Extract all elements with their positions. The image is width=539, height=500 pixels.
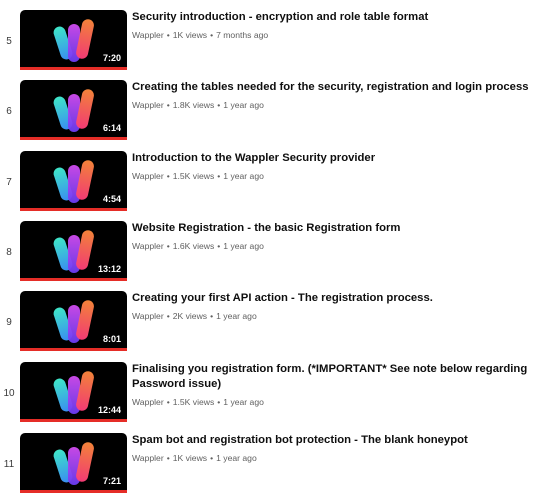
view-count: 1K views [172,30,208,40]
video-info [132,10,532,40]
playlist-item[interactable] [0,433,539,499]
channel-name[interactable]: Wappler [132,397,164,407]
video-thumbnail[interactable] [20,10,127,70]
meta-separator: • [166,100,170,110]
meta-separator: • [210,30,214,40]
video-info [132,80,532,110]
view-count: 1.8K views [172,100,215,110]
upload-age: 7 months ago [216,30,269,40]
view-count: 1K views [172,453,208,463]
item-index: 9 [6,317,12,328]
playlist-item[interactable] [0,362,539,428]
video-duration: 12:44 [97,405,121,415]
view-count: 1.5K views [172,397,215,407]
video-meta [132,453,532,463]
watched-progress-bar [20,208,127,211]
view-count: 1.6K views [172,241,215,251]
video-title[interactable]: Security introduction - encryption and role table format [132,11,429,23]
video-thumbnail[interactable] [20,151,127,211]
meta-separator: • [217,171,221,181]
video-thumbnail[interactable] [20,80,127,140]
video-duration: 8:01 [102,334,121,344]
item-index: 10 [3,388,15,399]
watched-progress-bar [20,348,127,351]
playlist-item[interactable] [0,80,539,146]
video-info [132,433,532,463]
meta-separator: • [217,397,221,407]
channel-name[interactable]: Wappler [132,30,164,40]
item-index: 11 [3,459,15,470]
item-index: 6 [6,106,12,117]
video-meta [132,100,532,110]
video-title[interactable]: Finalising you registration form. (*IMPORTANT* See note below regarding Password issue) [132,363,528,390]
item-index: 5 [6,36,12,47]
video-info [132,221,532,251]
video-info [132,362,532,407]
view-count: 1.5K views [172,171,215,181]
watched-progress-bar [20,278,127,281]
channel-name[interactable]: Wappler [132,311,164,321]
playlist-item[interactable] [0,151,539,217]
meta-separator: • [166,397,170,407]
meta-separator: • [166,30,170,40]
video-thumbnail[interactable] [20,291,127,351]
meta-separator: • [166,241,170,251]
item-index: 8 [6,247,12,258]
video-info [132,151,532,181]
video-duration: 7:21 [102,476,121,486]
meta-separator: • [166,311,170,321]
upload-age: 1 year ago [223,171,264,181]
video-thumbnail[interactable] [20,221,127,281]
watched-progress-bar [20,137,127,140]
playlist-item[interactable] [0,291,539,357]
video-meta [132,30,532,40]
video-meta [132,241,532,251]
item-index: 7 [6,177,12,188]
upload-age: 1 year ago [223,397,264,407]
playlist-item[interactable] [0,221,539,287]
video-title[interactable]: Spam bot and registration bot protection - The blank honeypot [132,434,468,446]
upload-age: 1 year ago [216,453,257,463]
meta-separator: • [217,100,221,110]
watched-progress-bar [20,67,127,70]
video-info [132,291,532,321]
video-title[interactable]: Creating your first API action - The registration process. [132,292,433,304]
meta-separator: • [166,171,170,181]
video-duration: 6:14 [102,123,121,133]
video-title[interactable]: Creating the tables needed for the security, registration and login process [132,81,529,93]
playlist-item[interactable] [0,10,539,76]
channel-name[interactable]: Wappler [132,241,164,251]
meta-separator: • [210,311,214,321]
video-meta [132,397,532,407]
video-thumbnail[interactable] [20,362,127,422]
upload-age: 1 year ago [216,311,257,321]
channel-name[interactable]: Wappler [132,100,164,110]
video-duration: 7:20 [102,53,121,63]
video-title[interactable]: Introduction to the Wappler Security provider [132,152,376,164]
view-count: 2K views [172,311,208,321]
video-duration: 4:54 [102,194,121,204]
upload-age: 1 year ago [223,100,264,110]
meta-separator: • [217,241,221,251]
watched-progress-bar [20,419,127,422]
channel-name[interactable]: Wappler [132,453,164,463]
meta-separator: • [210,453,214,463]
video-thumbnail[interactable] [20,433,127,493]
video-duration: 13:12 [97,264,121,274]
upload-age: 1 year ago [223,241,264,251]
meta-separator: • [166,453,170,463]
video-title[interactable]: Website Registration - the basic Registration form [132,222,401,234]
video-meta [132,171,532,181]
video-meta [132,311,532,321]
channel-name[interactable]: Wappler [132,171,164,181]
watched-progress-bar [20,490,127,493]
